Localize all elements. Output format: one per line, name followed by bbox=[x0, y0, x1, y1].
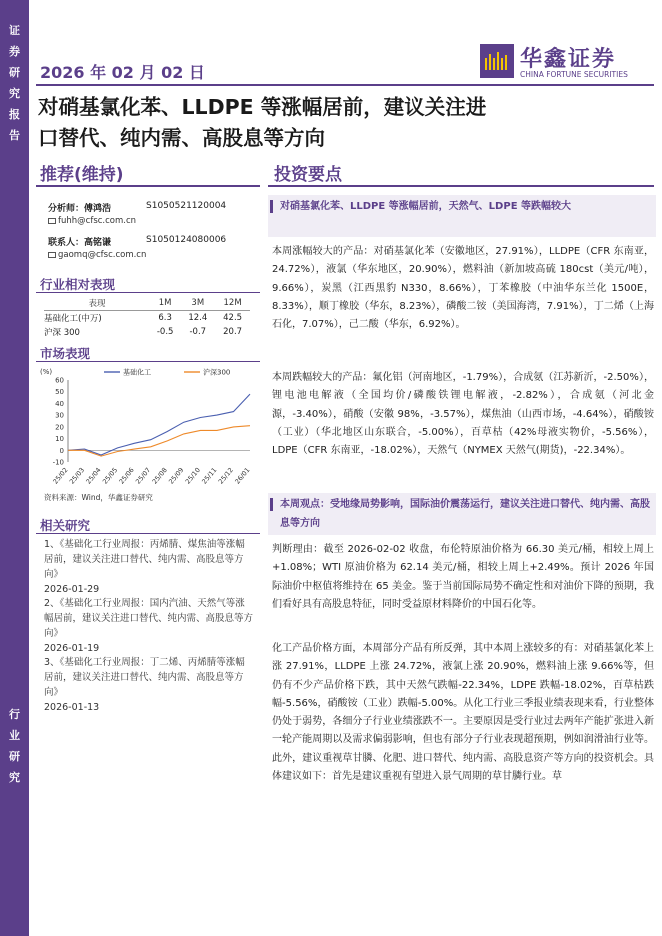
contact-name: 高铭谦 bbox=[84, 238, 112, 248]
related-item[interactable] bbox=[44, 655, 254, 715]
rating-label: 推荐(维持) bbox=[40, 165, 124, 185]
table-cell: 沪深 300 bbox=[44, 328, 80, 338]
chart-source: 资料来源：Wind，华鑫证券研究 bbox=[44, 493, 153, 502]
market-heading: 市场表现 bbox=[40, 346, 91, 361]
analyst-role: 分析师： bbox=[48, 204, 85, 214]
y-tick-label: 60 bbox=[55, 376, 64, 385]
x-tick-label: 25/09 bbox=[167, 466, 186, 486]
table-cell: 12.4 bbox=[188, 313, 208, 323]
sidebar-char: 研 bbox=[9, 750, 20, 763]
related-item[interactable] bbox=[44, 537, 254, 597]
sidebar-char: 研 bbox=[9, 66, 20, 79]
paragraph-down: 本周跌幅较大的产品：氟化铝（河南地区，-1.79%），合成氨（江苏新沂，-2.50%），锂电池电解液（全国均价/磷酸铁锂电解液，-2.82%），合成氨（河北金源，-3.40%），硝酸（安徽 98%，-3.57%），煤焦油（山西市场，-4.64%），硝酸铵（工业）（华北地区山东联合，-5.00%），百草枯（42%母液实物价，-5.56%），LDPE（CFR 东南亚，-18.02%），天然气（NYMEX 天然气(期货)，-22.34%）。 bbox=[272, 372, 654, 457]
paragraph-oil: 判断理由：截至 2026-02-02 收盘，布伦特原油价格为 66.30 美元/桶，相较上周上+1.08%；WTI 原油价格为 62.14 美元/桶，相较上周上+2.49%。预计 2026 年国际油价中枢值将维持在 65 美金。鉴于当前国际局势不确定性和对油价下降的预期，我们看好具有高股息特征，同时受益原材料降价的中国石化等。 bbox=[272, 544, 654, 610]
contact-row bbox=[48, 235, 227, 248]
market-chart bbox=[38, 364, 258, 492]
related-divider bbox=[36, 533, 260, 534]
sidebar-char: 报 bbox=[9, 108, 20, 121]
heading-bar-icon bbox=[270, 200, 273, 213]
sidebar-char: 证 bbox=[9, 24, 20, 37]
related-item-title[interactable]: 1、《基础化工行业周报：丙烯腈、煤焦油等涨幅居前，建议关注进口替代、纯内需、高股息等方向》 bbox=[44, 539, 245, 580]
table-header-row bbox=[44, 296, 250, 311]
x-tick-label: 25/10 bbox=[183, 466, 202, 486]
performance-heading: 行业相对表现 bbox=[40, 277, 116, 292]
table-header: 表现 bbox=[44, 296, 150, 311]
table-cell: 基础化工(中万) bbox=[44, 314, 102, 324]
performance-divider bbox=[36, 292, 260, 293]
table-header: 12M bbox=[215, 296, 250, 311]
related-item-title[interactable]: 2、《基础化工行业周报：国内汽油、天然气等涨幅居前，建议关注进口替代、纯内需、高股息等方向》 bbox=[44, 598, 254, 639]
sidebar-char: 业 bbox=[9, 729, 20, 742]
sidebar-char: 告 bbox=[9, 129, 20, 142]
title-line-2: 口替代、纯内需、高股息等方向 bbox=[38, 126, 325, 150]
analyst-email[interactable] bbox=[48, 216, 136, 226]
envelope-icon bbox=[48, 252, 56, 258]
table-cell: 42.5 bbox=[223, 313, 243, 323]
report-title bbox=[38, 92, 654, 154]
contact-email-text[interactable]: gaomq@cfsc.com.cn bbox=[58, 250, 147, 260]
analyst-name: 傅鸿浩 bbox=[84, 204, 112, 214]
related-item-date: 2026-01-29 bbox=[44, 584, 100, 595]
performance-table bbox=[44, 296, 250, 339]
y-tick-label: -10 bbox=[52, 458, 64, 467]
sidebar-char: 究 bbox=[9, 87, 20, 100]
related-item[interactable] bbox=[44, 596, 254, 656]
envelope-icon bbox=[48, 218, 56, 224]
analyst-code: S1050521120004 bbox=[146, 201, 227, 211]
x-tick-label: 25/08 bbox=[150, 466, 169, 486]
paragraph-chem: 化工产品价格方面，本周部分产品有所反弹，其中本周上涨较多的有：对硝基氯化苯上涨 27.91%，LLDPE 上涨 24.72%，液氯上涨 20.90%，燃料油上涨 9.66%等，但仍有不少产品价格下跌，其中天然气跌幅-22.34%，LDPE 跌幅-18.02%，百草枯跌幅-5.56%，硝酸铵（工业）跌幅-5.00%。从化工行业三季报业绩表现来看，行业整体仍处于弱势，各细分子行业业绩涨跌不一。主要原因是受行业过去两年产能扩张进入新一轮产能周期以及需求偏弱影响，但也有部分子行业表现超预期，例如润滑油行业等。此外，建议重视草甘膦、化肥、进口替代、纯内需、高股息资产等方向的投资机会。具体建议如下：首先是建议重视有望进入景气周期的草甘膦行业。草 bbox=[272, 643, 654, 783]
table-cell: -0.7 bbox=[189, 327, 207, 337]
legend-label: 沪深300 bbox=[203, 368, 231, 377]
logo-mark-icon bbox=[480, 44, 514, 78]
logo-text-en: CHINA FORTUNE SECURITIES bbox=[520, 70, 628, 79]
header-divider bbox=[36, 84, 654, 86]
company-logo bbox=[480, 42, 650, 82]
related-heading: 相关研究 bbox=[40, 518, 91, 533]
table-row bbox=[44, 311, 250, 326]
market-divider bbox=[36, 361, 260, 362]
y-tick-label: 10 bbox=[55, 435, 64, 444]
x-tick-label: 25/07 bbox=[134, 466, 153, 486]
related-item-date: 2026-01-13 bbox=[44, 702, 100, 713]
sidebar-label-top bbox=[0, 20, 29, 146]
table-cell: -0.5 bbox=[156, 327, 174, 337]
table-header: 1M bbox=[150, 296, 180, 311]
section-heading bbox=[270, 197, 654, 216]
x-tick-label: 25/11 bbox=[200, 466, 219, 486]
analyst-row bbox=[48, 201, 227, 214]
x-tick-label: 25/05 bbox=[100, 466, 120, 486]
report-sidebar bbox=[0, 0, 29, 936]
key-points-heading: 投资要点 bbox=[274, 165, 342, 185]
related-item-title[interactable]: 3、《基础化工行业周报：丁二烯、丙烯腈等涨幅居前，建议关注进口替代、纯内需、高股息等方向》 bbox=[44, 657, 245, 698]
analyst-email-text[interactable]: fuhh@cfsc.com.cn bbox=[58, 216, 137, 226]
section-heading bbox=[270, 495, 654, 533]
x-tick-label: 25/06 bbox=[117, 466, 136, 486]
sidebar-char: 究 bbox=[9, 771, 20, 784]
y-tick-label: 40 bbox=[55, 399, 64, 408]
paragraph-up: 本周涨幅较大的产品：对硝基氯化苯（安徽地区，27.91%），LLDPE（CFR 东南亚，24.72%），液氯（华东地区，20.90%），燃料油（新加坡高硫 180cst（美元/吨），9.66%），炭黑（江西黑豹 N330，8.66%），丁苯橡胶（中油华东兰化 1500E，8.33%），顺丁橡胶（华东，8.23%），磷酸二铵（美国海湾，7.91%），丁二烯（上海石化，7.07%），己二酸（华东，6.92%）。 bbox=[272, 246, 654, 331]
table-row bbox=[44, 325, 250, 339]
sidebar-char: 券 bbox=[9, 45, 20, 58]
y-tick-label: 50 bbox=[55, 388, 64, 397]
report-date: 2026 年 02 月 02 日 bbox=[40, 63, 205, 82]
series-line-2 bbox=[68, 426, 250, 456]
x-tick-label: 25/02 bbox=[51, 466, 70, 486]
x-tick-label: 25/04 bbox=[84, 466, 103, 486]
contact-role: 联系人： bbox=[48, 238, 85, 248]
section-heading-text: 本周观点：受地缘局势影响，国际油价震荡运行，建议关注进口替代、纯内需、高股息等方向 bbox=[280, 499, 650, 529]
table-cell: 6.3 bbox=[158, 313, 172, 323]
contact-code: S1050124080006 bbox=[146, 235, 227, 245]
y-tick-label: 20 bbox=[55, 423, 64, 432]
y-tick-label: 0 bbox=[59, 446, 64, 455]
x-tick-label: 25/03 bbox=[67, 466, 87, 486]
sidebar-label-bottom bbox=[0, 704, 29, 788]
logo-text-cn: 华鑫证券 bbox=[520, 47, 617, 72]
title-line-1: 对硝基氯化苯、LLDPE 等涨幅居前，建议关注进 bbox=[38, 95, 487, 119]
table-cell: 20.7 bbox=[223, 327, 243, 337]
related-item-date: 2026-01-19 bbox=[44, 643, 100, 654]
section-heading-text: 对硝基氯化苯、LLDPE 等涨幅居前，天然气、LDPE 等跌幅较大 bbox=[280, 201, 572, 212]
key-points-divider bbox=[268, 185, 654, 187]
y-tick-label: 30 bbox=[55, 411, 64, 420]
rating-divider bbox=[36, 185, 260, 187]
legend-label: 基础化工 bbox=[123, 368, 151, 377]
table-header: 3M bbox=[180, 296, 215, 311]
y-axis-unit: (%) bbox=[40, 368, 53, 376]
x-tick-label: 26/01 bbox=[233, 466, 252, 486]
sidebar-char: 行 bbox=[9, 708, 20, 721]
x-tick-label: 25/12 bbox=[216, 466, 235, 486]
series-line-1 bbox=[68, 394, 250, 455]
contact-email[interactable] bbox=[48, 250, 146, 260]
heading-bar-icon bbox=[270, 498, 273, 511]
